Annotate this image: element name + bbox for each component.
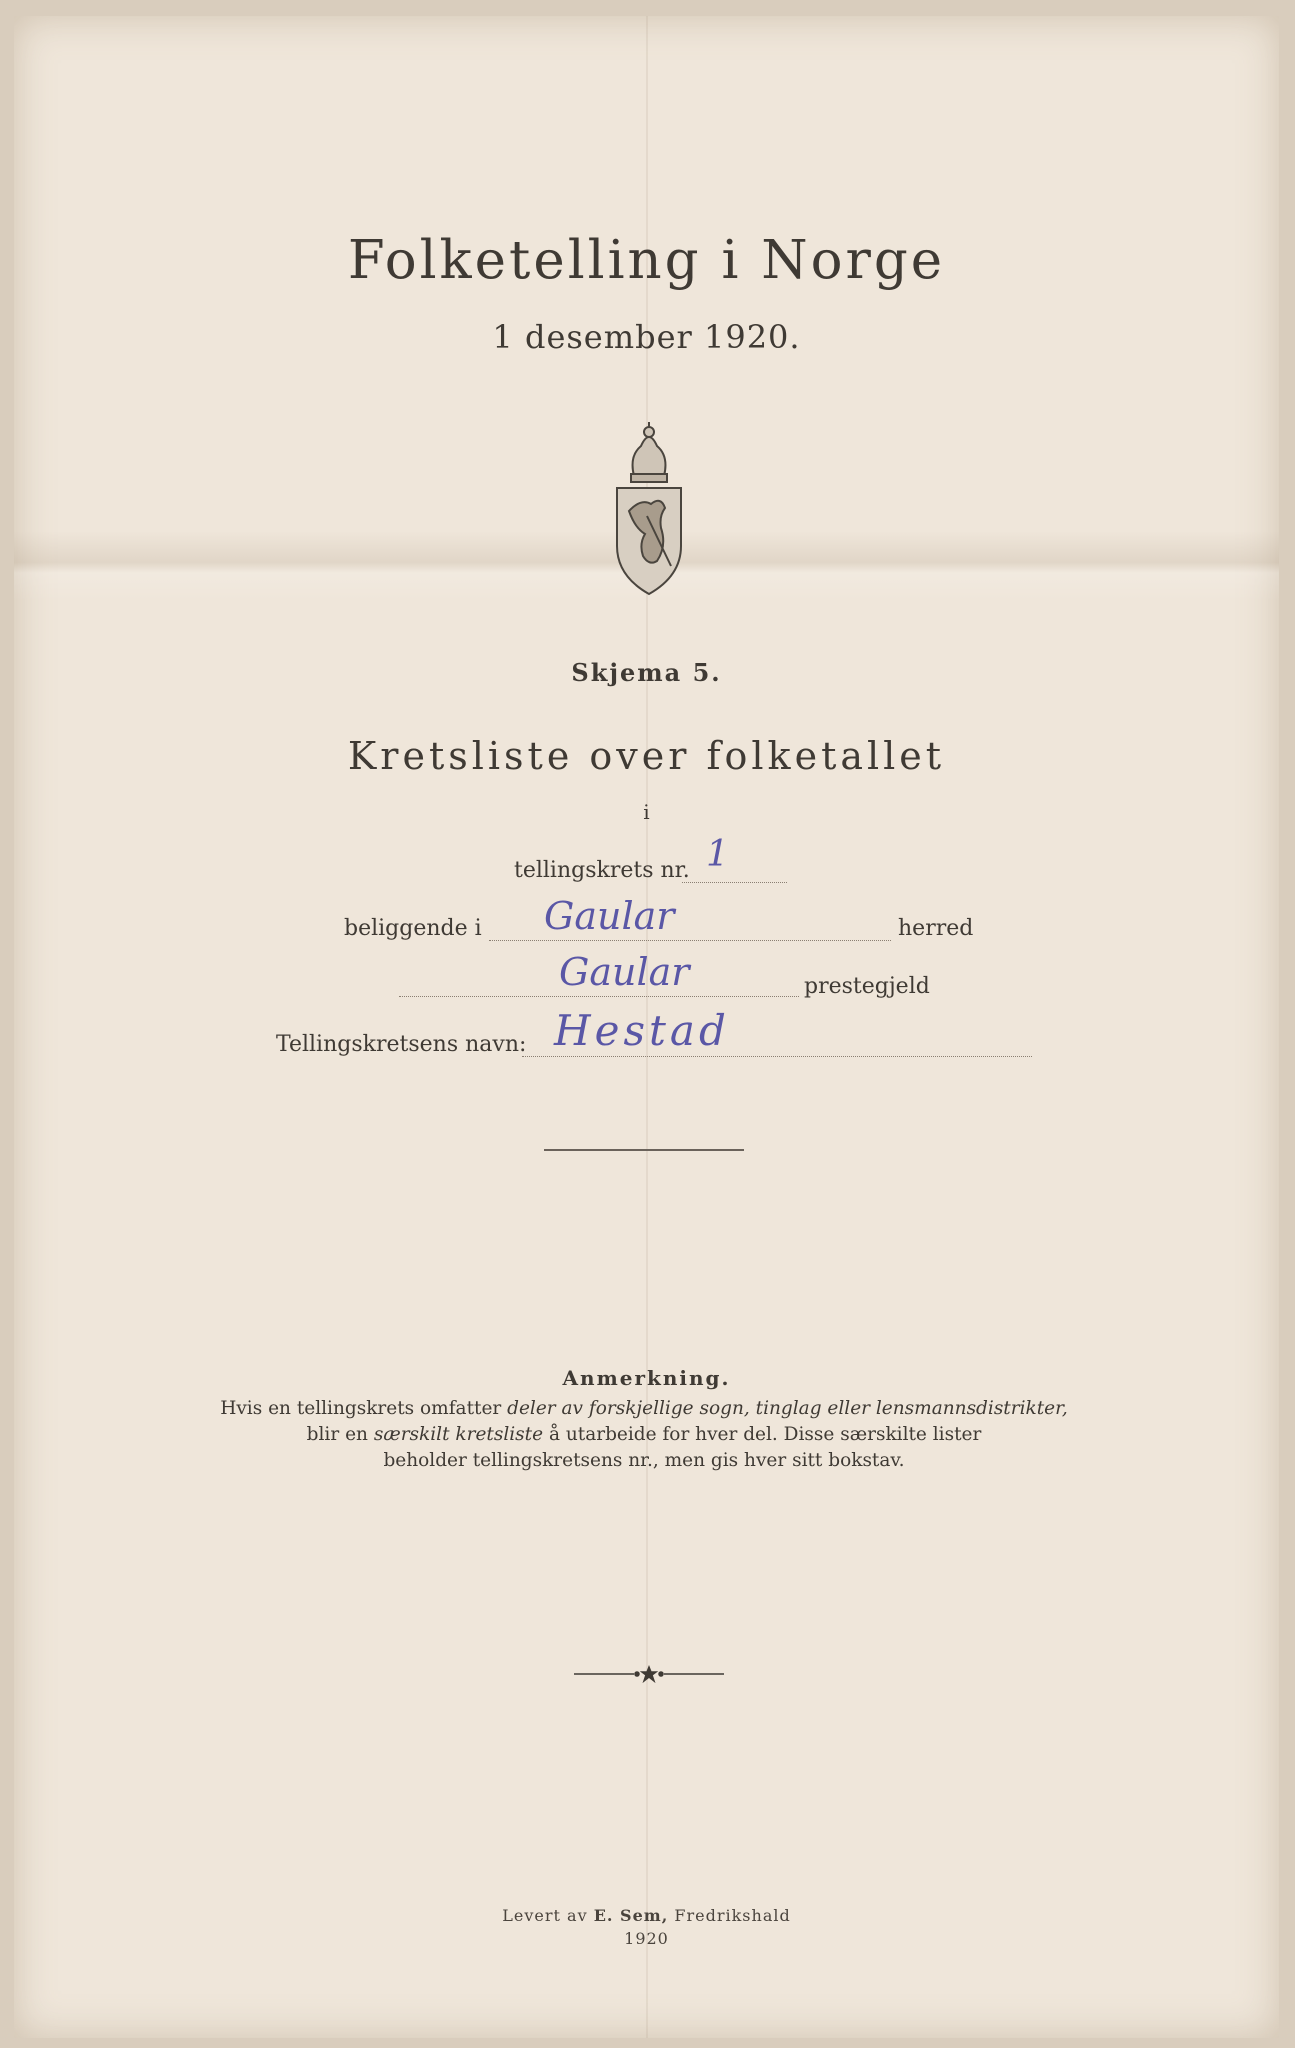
anm-text: å utarbeide for hver del. Disse særskilte lister <box>543 1424 982 1445</box>
document-title: Folketelling i Norge <box>347 230 946 291</box>
beliggende-label: beliggende i <box>344 916 482 941</box>
anmerkning-title: Anmerkning. <box>562 1366 731 1390</box>
anm-text: Hvis en tellingskrets omfatter <box>220 1398 508 1419</box>
herred-label: herred <box>898 916 974 941</box>
printer-name: E. Sem, <box>593 1906 669 1925</box>
separator-rule <box>544 1149 744 1151</box>
heading-preposition: i <box>643 800 650 824</box>
coat-of-arms-icon <box>599 416 699 596</box>
navn-value[interactable]: Hestad <box>554 1006 730 1055</box>
anmerkning-line-1 <box>194 1396 1094 1422</box>
navn-label: Tellingskretsens navn: <box>276 1032 527 1057</box>
printer-year: 1920 <box>624 1929 669 1948</box>
prestegjeld-line <box>399 996 799 997</box>
tellingskrets-label: tellingskrets nr. <box>514 858 690 883</box>
tellingskrets-value[interactable]: 1 <box>706 834 729 875</box>
anmerkning-line-2 <box>194 1422 1094 1448</box>
anm-italic: deler av forskjellige sogn, tinglag eller lensmannsdistrikter, <box>507 1398 1068 1419</box>
schema-number: Skjema 5. <box>571 658 722 687</box>
printer-text: Levert av <box>502 1906 594 1925</box>
census-date: 1 desember 1920. <box>492 318 801 356</box>
tellingskrets-line <box>682 882 787 883</box>
prestegjeld-value[interactable]: Gaular <box>559 950 690 994</box>
printer-place: Fredrikshald <box>668 1906 791 1925</box>
prestegjeld-label: prestegjeld <box>804 974 930 999</box>
navn-line <box>522 1056 1032 1057</box>
beliggende-line <box>489 940 891 941</box>
anmerkning-line-3: beholder tellingskretsens nr., men gis hver sitt bokstav. <box>383 1450 905 1471</box>
form-heading: Kretsliste over folketallet <box>347 734 946 778</box>
ornament-icon <box>569 1664 729 1684</box>
anmerkning-text <box>194 1396 1094 1474</box>
document-page <box>14 16 1279 2038</box>
anm-text: blir en <box>306 1424 374 1445</box>
beliggende-value[interactable]: Gaular <box>544 894 675 938</box>
anm-italic: særskilt kretsliste <box>373 1424 544 1445</box>
printer-credit <box>14 1906 1279 1925</box>
